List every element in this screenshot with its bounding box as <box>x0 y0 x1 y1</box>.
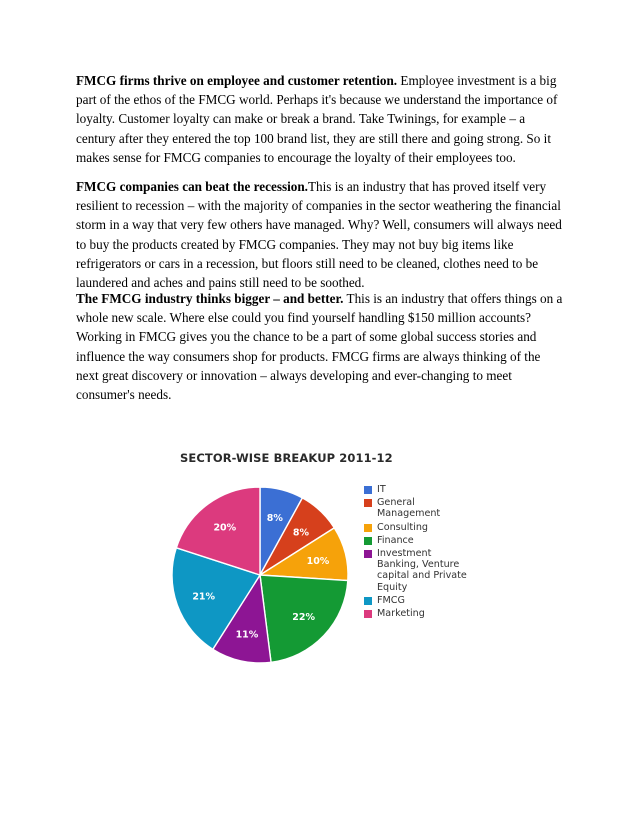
pie-slice-label-1: 8% <box>292 527 310 539</box>
paragraph-body: This is an industry that offers things on a whole new scale. Where else could you find yourself handling $150 million accounts? Working in FMCG gives you the chance to be a part of some global success stories and influence the way consumers shop for products. FMCG firms are always thinking of the next great discovery or innovation – always developing and ever-changing to meet consumer's needs. <box>76 291 563 403</box>
legend-item-4 <box>364 548 474 593</box>
legend-swatch <box>364 597 372 605</box>
paragraph-body: This is an industry that has proved itself very resilient to recession – with the majority of companies in the sector weathering the financial storm in a way that very few others have managed. Why? Well, consumers will always need to buy the products created by FMCG companies. They may not buy big items like refrigerators or cars in a recession, but floors still need to be cleaned, clothes need to be laundered and aches and pains still need to be soothed. <box>76 179 562 291</box>
paragraph-heading: FMCG companies can beat the recession. <box>76 179 308 194</box>
paragraph-retention <box>76 71 566 167</box>
chart-title: SECTOR-WISE BREAKUP 2011-12 <box>180 451 393 465</box>
legend-swatch <box>364 486 372 494</box>
paragraph-bigger <box>76 289 566 404</box>
pie-slice-label-0: 8% <box>266 513 283 525</box>
legend-label: Consulting <box>377 521 428 533</box>
legend-item-0 <box>364 484 474 495</box>
legend-swatch <box>364 537 372 545</box>
pie-slice-label-5: 21% <box>192 591 216 603</box>
pie-chart <box>160 475 360 675</box>
pie-slice-label-4: 11% <box>235 629 259 641</box>
legend-swatch <box>364 550 372 558</box>
legend-label: Marketing <box>377 608 425 620</box>
legend-label: Investment Banking, Venture capital and Private Equity <box>377 548 467 593</box>
legend-label: IT <box>377 484 386 495</box>
legend-label: Finance <box>377 534 414 546</box>
legend-label: General Management <box>377 497 441 520</box>
legend-item-5 <box>364 595 474 606</box>
paragraph-heading: FMCG firms thrive on employee and customer retention. <box>76 73 398 88</box>
legend-item-1 <box>364 497 474 519</box>
legend-item-2 <box>364 522 474 533</box>
pie-slice-label-3: 22% <box>292 611 315 623</box>
paragraph-heading: The FMCG industry thinks bigger – and better. <box>76 291 344 306</box>
legend-label: FMCG <box>377 594 405 606</box>
pie-slice-label-2: 10% <box>306 556 330 568</box>
legend-item-3 <box>364 535 474 546</box>
paragraph-recession <box>76 177 566 292</box>
paragraph-body: Employee investment is a big part of the ethos of the FMCG world. Perhaps it's because we understand the importance of loyalty. Customer loyalty can make or break a brand. Take Twinings, for example – a century after they entered the top 100 brand list, they are still there and going strong. So it makes sense for FMCG companies to encourage the loyalty of their employees too. <box>76 73 558 165</box>
legend-swatch <box>364 610 372 618</box>
pie-slice-label-6: 20% <box>213 522 237 534</box>
legend-swatch <box>364 499 372 507</box>
legend-item-6 <box>364 608 474 619</box>
chart-legend <box>364 484 474 621</box>
legend-swatch <box>364 524 372 532</box>
